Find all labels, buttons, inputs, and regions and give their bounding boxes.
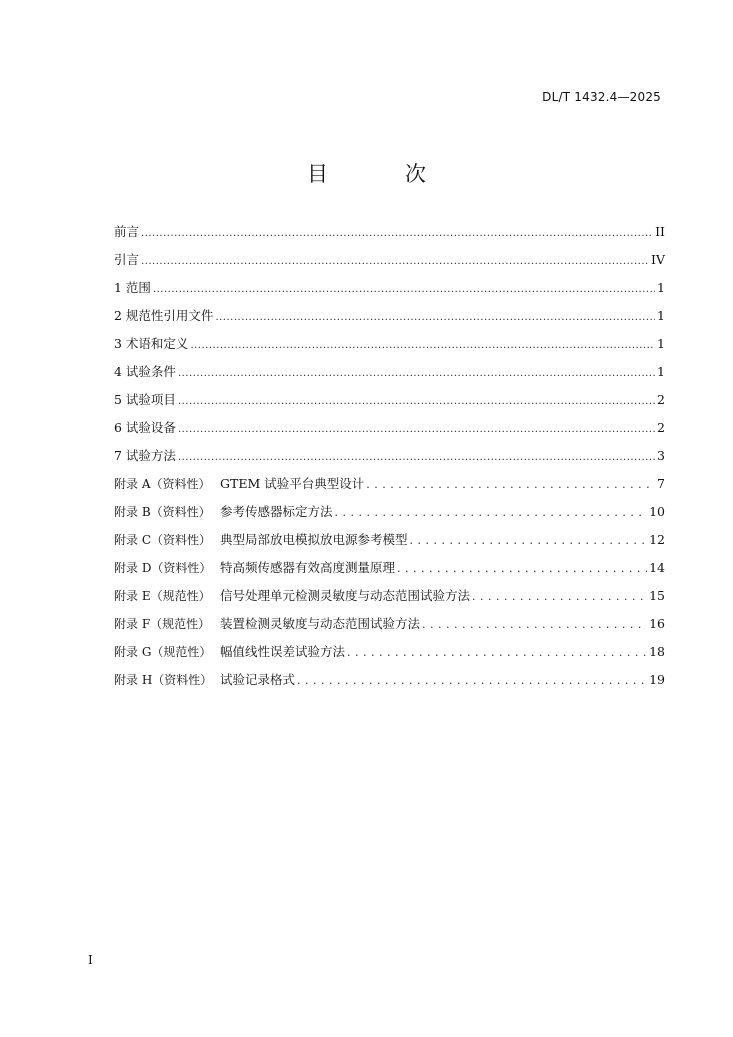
toc-entry-page: 14 [649, 560, 665, 575]
toc-entry-page: 1 [657, 336, 665, 351]
toc-entry-page: 7 [657, 476, 665, 491]
dot-leader [178, 420, 655, 440]
dot-leader [215, 308, 655, 328]
dot-leader [178, 364, 655, 384]
toc-entry-label: 3 术语和定义 [114, 336, 189, 351]
toc-entry-introduction[interactable] [114, 250, 665, 278]
appendix-prefix: 附录 G（规范性） [114, 645, 212, 659]
dot-leader [190, 336, 655, 356]
toc-entry-page: 1 [657, 308, 665, 323]
toc-entry-page: 15 [649, 588, 665, 603]
toc-entry-page: 2 [657, 420, 665, 435]
toc-entry-label: 5 试验项目 [114, 392, 176, 407]
appendix-prefix: 附录 C（资料性） [114, 533, 211, 547]
toc-entry-label: 6 试验设备 [114, 420, 176, 435]
appendix-title: 信号处理单元检测灵敏度与动态范围试验方法 [220, 588, 471, 603]
toc-entry-label: 引言 [114, 252, 140, 267]
appendix-prefix: 附录 B（资料性） [114, 505, 211, 519]
toc-entry-appendix-d[interactable] [114, 558, 665, 586]
toc-entry-appendix-a[interactable] [114, 474, 665, 502]
appendix-title: 特高频传感器有效高度测量原理 [220, 560, 396, 575]
toc-entry-test-conditions[interactable] [114, 362, 665, 390]
dot-leader [297, 671, 647, 691]
dot-leader [178, 448, 655, 468]
page-title: 目 次 [307, 162, 454, 186]
toc-entry-test-equipment[interactable] [114, 418, 665, 446]
toc-entry-page: 1 [657, 364, 665, 379]
appendix-title: 幅值线性误差试验方法 [220, 644, 346, 659]
toc-entry-page: 1 [657, 280, 665, 295]
toc-entry-page: 2 [657, 392, 665, 407]
dot-leader [141, 252, 649, 272]
toc-entry-label: 4 试验条件 [114, 364, 176, 379]
toc-entry-page: II [655, 224, 665, 239]
appendix-prefix: 附录 D（资料性） [114, 561, 212, 575]
dot-leader [366, 475, 655, 495]
toc-entry-appendix-f[interactable] [114, 614, 665, 642]
dot-leader [178, 392, 655, 412]
toc-entry-label: 前言 [114, 224, 140, 239]
dot-leader [347, 643, 647, 663]
page-number: I [88, 953, 93, 967]
dot-leader [410, 531, 648, 551]
toc-entry-appendix-e[interactable] [114, 586, 665, 614]
dot-leader [422, 615, 647, 635]
toc-entry-page: IV [651, 252, 665, 267]
appendix-prefix: 附录 H（资料性） [114, 673, 213, 687]
appendix-title: 装置检测灵敏度与动态范围试验方法 [220, 616, 421, 631]
toc-entry-page: 10 [649, 504, 665, 519]
toc-entry-appendix-b[interactable] [114, 502, 665, 530]
toc-entry-foreword[interactable] [114, 222, 665, 250]
toc-entry-page: 3 [657, 448, 665, 463]
appendix-title: 典型局部放电模拟放电源参考模型 [220, 532, 408, 547]
document-id: DL/T 1432.4—2025 [542, 90, 661, 104]
appendix-prefix: 附录 E（规范性） [114, 589, 211, 603]
appendix-title: GTEM 试验平台典型设计 [220, 476, 365, 491]
toc-entry-page: 19 [649, 672, 665, 687]
dot-leader [472, 587, 647, 607]
toc-entry-appendix-g[interactable] [114, 642, 665, 670]
toc-entry-label: 7 试验方法 [114, 448, 176, 463]
toc-entry-appendix-h[interactable] [114, 670, 665, 698]
toc-entry-label: 2 规范性引用文件 [114, 308, 214, 323]
toc-entry-page: 18 [649, 644, 665, 659]
dot-leader [335, 503, 648, 523]
appendix-title: 试验记录格式 [220, 672, 296, 687]
toc-entry-page: 12 [649, 532, 665, 547]
toc-entry-appendix-c[interactable] [114, 530, 665, 558]
toc-entry-normative-references[interactable] [114, 306, 665, 334]
dot-leader [153, 280, 655, 300]
toc-entry-test-items[interactable] [114, 390, 665, 418]
toc-entry-label: 1 范围 [114, 280, 151, 295]
table-of-contents [114, 222, 665, 698]
toc-entry-page: 16 [649, 616, 665, 631]
appendix-prefix: 附录 F（规范性） [114, 617, 211, 631]
toc-entry-test-methods[interactable] [114, 446, 665, 474]
toc-entry-terms-definitions[interactable] [114, 334, 665, 362]
dot-leader [141, 224, 653, 244]
appendix-prefix: 附录 A（资料性） [114, 477, 211, 491]
dot-leader [397, 559, 647, 579]
appendix-title: 参考传感器标定方法 [220, 504, 333, 519]
toc-entry-scope[interactable] [114, 278, 665, 306]
